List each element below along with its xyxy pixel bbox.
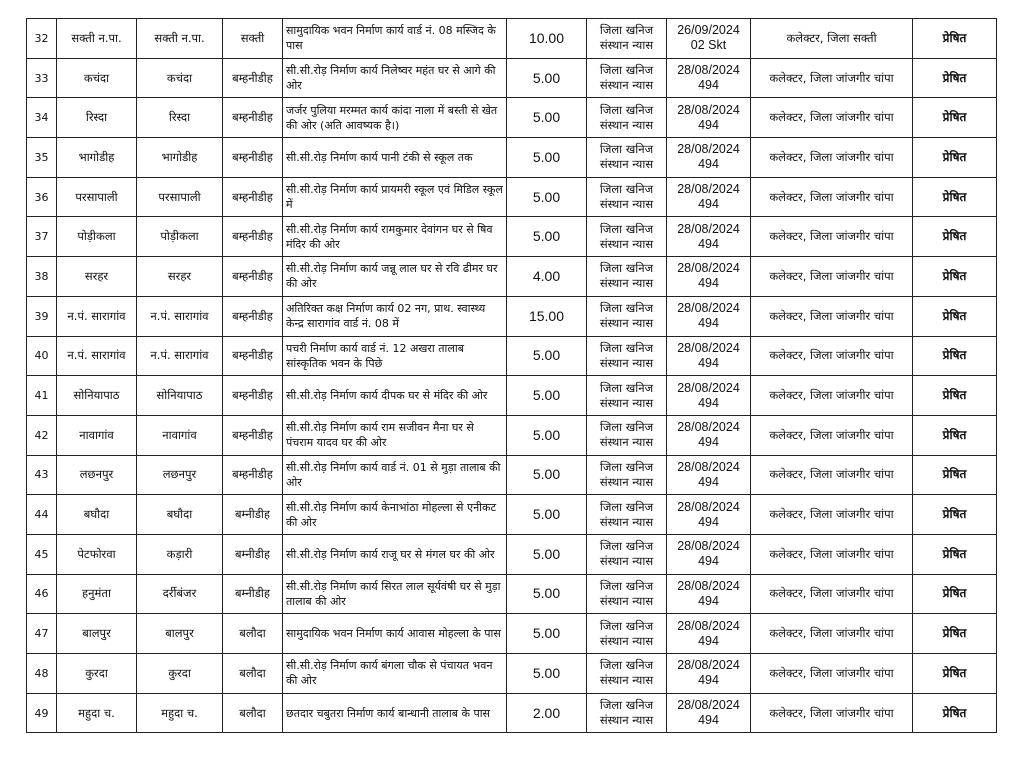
sanction-date-cell: [667, 296, 751, 336]
status-cell: प्रेषित: [913, 376, 997, 416]
status-cell: प्रेषित: [913, 614, 997, 654]
agency-cell: [587, 693, 667, 733]
amount-cell: 5.00: [507, 654, 587, 694]
amount-cell: 5.00: [507, 574, 587, 614]
sanction-date: 28/08/2024: [677, 459, 740, 474]
village-cell: महुदा च.: [57, 693, 137, 733]
work-description-cell: सी.सी.रोड़ निर्माण कार्य वार्ड नं. 01 से मुड़ा तालाब की ओर: [283, 455, 507, 495]
agency-cell: [587, 455, 667, 495]
block-cell: बम्हनीडीह: [223, 138, 283, 178]
work-description-cell: सी.सी.रोड़ निर्माण कार्य प्रायमरी स्कूल एवं मिडिल स्कूल में: [283, 177, 507, 217]
serial-number-cell: 36: [27, 177, 57, 217]
village-cell: सरहर: [57, 257, 137, 297]
sanction-date-cell: [667, 217, 751, 257]
table-row: [27, 574, 997, 614]
work-description-cell: सी.सी.रोड़ निर्माण कार्य राम सजीवन मैना घर से पंचराम यादव घर की ओर: [283, 415, 507, 455]
sanction-date: 28/08/2024: [677, 578, 740, 593]
authority-cell: कलेक्टर, जिला जांजगीर चांपा: [751, 336, 913, 376]
village-cell: भागोडीह: [57, 138, 137, 178]
village-cell: पोड़ीकला: [57, 217, 137, 257]
agency-line-1: जिला खनिज: [599, 340, 654, 355]
table-row: [27, 19, 997, 59]
order-number: 494: [698, 514, 719, 529]
status-cell: प्रेषित: [913, 693, 997, 733]
work-description-cell: सामुदायिक भवन निर्माण कार्य वार्ड नं. 08 मस्जिद के पास: [283, 19, 507, 59]
work-description-cell: सी.सी.रोड़ निर्माण कार्य जन्नू लाल घर से रवि ढीमर घर की ओर: [283, 257, 507, 297]
table-row: [27, 654, 997, 694]
status-cell: प्रेषित: [913, 257, 997, 297]
sanction-date-cell: [667, 257, 751, 297]
agency-line-2: संस्थान न्यास: [599, 435, 654, 450]
sanction-date-cell: [667, 98, 751, 138]
amount-cell: 5.00: [507, 534, 587, 574]
authority-cell: कलेक्टर, जिला जांजगीर चांपा: [751, 654, 913, 694]
table-row: [27, 296, 997, 336]
amount-cell: 5.00: [507, 217, 587, 257]
agency-line-1: जिला खनिज: [599, 23, 654, 38]
order-number: 494: [698, 395, 719, 410]
authority-cell: कलेक्टर, जिला जांजगीर चांपा: [751, 138, 913, 178]
agency-cell: [587, 257, 667, 297]
block-cell: बम्हनीडीह: [223, 98, 283, 138]
agency-line-2: संस्थान न्यास: [599, 38, 654, 53]
table-row: [27, 614, 997, 654]
sanction-date: 28/08/2024: [677, 499, 740, 514]
serial-number-cell: 41: [27, 376, 57, 416]
authority-cell: कलेक्टर, जिला जांजगीर चांपा: [751, 376, 913, 416]
sanction-date: 28/08/2024: [677, 340, 740, 355]
work-description-cell: जर्जर पुलिया मरम्मत कार्य कांदा नाला में बस्ती से खेत की ओर (अति आवष्यक है।): [283, 98, 507, 138]
agency-line-1: जिला खनिज: [599, 380, 654, 395]
order-number: 494: [698, 673, 719, 688]
status-cell: प्रेषित: [913, 336, 997, 376]
panchayat-cell: नावागांव: [137, 415, 223, 455]
works-table: [26, 18, 997, 733]
village-cell: नावागांव: [57, 415, 137, 455]
serial-number-cell: 39: [27, 296, 57, 336]
block-cell: बम्हनीडीह: [223, 376, 283, 416]
block-cell: बलौदा: [223, 654, 283, 694]
sanction-date-cell: [667, 455, 751, 495]
agency-line-1: जिला खनिज: [599, 698, 654, 713]
order-number: 494: [698, 117, 719, 132]
sanction-date: 28/08/2024: [677, 618, 740, 633]
agency-cell: [587, 138, 667, 178]
panchayat-cell: परसापाली: [137, 177, 223, 217]
panchayat-cell: रिस्दा: [137, 98, 223, 138]
authority-cell: कलेक्टर, जिला जांजगीर चांपा: [751, 98, 913, 138]
status-cell: प्रेषित: [913, 495, 997, 535]
agency-line-2: संस्थान न्यास: [599, 514, 654, 529]
status-cell: प्रेषित: [913, 177, 997, 217]
amount-cell: 5.00: [507, 376, 587, 416]
table-row: [27, 455, 997, 495]
block-cell: बम्हनीडीह: [223, 415, 283, 455]
amount-cell: 4.00: [507, 257, 587, 297]
sanction-date-cell: [667, 58, 751, 98]
village-cell: सक्ती न.पा.: [57, 19, 137, 59]
order-number: 494: [698, 355, 719, 370]
authority-cell: कलेक्टर, जिला जांजगीर चांपा: [751, 177, 913, 217]
amount-cell: 5.00: [507, 495, 587, 535]
serial-number-cell: 35: [27, 138, 57, 178]
agency-line-2: संस्थान न्यास: [599, 276, 654, 291]
work-description-cell: सी.सी.रोड़ निर्माण कार्य सिरत लाल सूर्यवंषी घर से मुड़ा तालाब की ओर: [283, 574, 507, 614]
panchayat-cell: लछनपुर: [137, 455, 223, 495]
table-row: [27, 138, 997, 178]
block-cell: बम्नीडीह: [223, 495, 283, 535]
order-number: 494: [698, 236, 719, 251]
agency-line-1: जिला खनिज: [599, 301, 654, 316]
works-table-sheet: [26, 18, 996, 733]
agency-line-2: संस्थान न्यास: [599, 395, 654, 410]
agency-cell: [587, 495, 667, 535]
village-cell: न.पं. सारागांव: [57, 296, 137, 336]
agency-line-1: जिला खनिज: [599, 578, 654, 593]
table-row: [27, 177, 997, 217]
block-cell: बम्हनीडीह: [223, 177, 283, 217]
status-cell: प्रेषित: [913, 58, 997, 98]
authority-cell: कलेक्टर, जिला जांजगीर चांपा: [751, 415, 913, 455]
table-row: [27, 217, 997, 257]
order-number: 02 Skt: [690, 38, 727, 53]
sanction-date-cell: [667, 693, 751, 733]
amount-cell: 5.00: [507, 455, 587, 495]
authority-cell: कलेक्टर, जिला जांजगीर चांपा: [751, 693, 913, 733]
table-row: [27, 98, 997, 138]
panchayat-cell: सोनियापाठ: [137, 376, 223, 416]
agency-cell: [587, 376, 667, 416]
agency-line-2: संस्थान न्यास: [599, 157, 654, 172]
amount-cell: 5.00: [507, 415, 587, 455]
serial-number-cell: 48: [27, 654, 57, 694]
sanction-date-cell: [667, 336, 751, 376]
sanction-date: 28/08/2024: [677, 261, 740, 276]
block-cell: बलौदा: [223, 614, 283, 654]
panchayat-cell: न.पं. सारागांव: [137, 296, 223, 336]
serial-number-cell: 42: [27, 415, 57, 455]
village-cell: बघौदा: [57, 495, 137, 535]
agency-line-2: संस्थान न्यास: [599, 474, 654, 489]
amount-cell: 5.00: [507, 98, 587, 138]
amount-cell: 10.00: [507, 19, 587, 59]
status-cell: प्रेषित: [913, 19, 997, 59]
agency-line-1: जिला खनिज: [599, 261, 654, 276]
agency-cell: [587, 58, 667, 98]
agency-cell: [587, 296, 667, 336]
panchayat-cell: सक्ती न.पा.: [137, 19, 223, 59]
work-description-cell: छतदार चबुतरा निर्माण कार्य बान्धानी तालाब के पास: [283, 693, 507, 733]
sanction-date-cell: [667, 376, 751, 416]
serial-number-cell: 38: [27, 257, 57, 297]
village-cell: पेटफोरवा: [57, 534, 137, 574]
authority-cell: कलेक्टर, जिला जांजगीर चांपा: [751, 534, 913, 574]
agency-line-2: संस्थान न्यास: [599, 633, 654, 648]
village-cell: कचंदा: [57, 58, 137, 98]
table-row: [27, 376, 997, 416]
serial-number-cell: 49: [27, 693, 57, 733]
village-cell: लछनपुर: [57, 455, 137, 495]
sanction-date: 28/08/2024: [677, 539, 740, 554]
agency-cell: [587, 336, 667, 376]
block-cell: बम्हनीडीह: [223, 217, 283, 257]
agency-line-2: संस्थान न्यास: [599, 593, 654, 608]
agency-cell: [587, 217, 667, 257]
order-number: 494: [698, 78, 719, 93]
agency-cell: [587, 534, 667, 574]
authority-cell: कलेक्टर, जिला जांजगीर चांपा: [751, 296, 913, 336]
amount-cell: 15.00: [507, 296, 587, 336]
order-number: 494: [698, 713, 719, 728]
status-cell: प्रेषित: [913, 654, 997, 694]
sanction-date: 28/08/2024: [677, 698, 740, 713]
table-row: [27, 495, 997, 535]
work-description-cell: पचरी निर्माण कार्य वार्ड नं. 12 अखरा तालाब सांस्कृतिक भवन के पिछे: [283, 336, 507, 376]
amount-cell: 5.00: [507, 614, 587, 654]
status-cell: प्रेषित: [913, 415, 997, 455]
sanction-date-cell: [667, 614, 751, 654]
village-cell: परसापाली: [57, 177, 137, 217]
status-cell: प्रेषित: [913, 138, 997, 178]
serial-number-cell: 37: [27, 217, 57, 257]
work-description-cell: सी.सी.रोड़ निर्माण कार्य केनाभांठा मोहल्ला से एनीकट की ओर: [283, 495, 507, 535]
agency-line-2: संस्थान न्यास: [599, 554, 654, 569]
panchayat-cell: महुदा च.: [137, 693, 223, 733]
sanction-date: 28/08/2024: [677, 420, 740, 435]
agency-line-1: जिला खनिज: [599, 499, 654, 514]
sanction-date: 28/08/2024: [677, 658, 740, 673]
order-number: 494: [698, 554, 719, 569]
sanction-date: 28/08/2024: [677, 221, 740, 236]
panchayat-cell: भागोडीह: [137, 138, 223, 178]
order-number: 494: [698, 316, 719, 331]
sanction-date-cell: [667, 19, 751, 59]
agency-line-1: जिला खनिज: [599, 420, 654, 435]
authority-cell: कलेक्टर, जिला जांजगीर चांपा: [751, 614, 913, 654]
authority-cell: कलेक्टर, जिला जांजगीर चांपा: [751, 217, 913, 257]
work-description-cell: सी.सी.रोड़ निर्माण कार्य पानी टंकी से स्कूल तक: [283, 138, 507, 178]
sanction-date-cell: [667, 138, 751, 178]
agency-line-2: संस्थान न्यास: [599, 713, 654, 728]
serial-number-cell: 43: [27, 455, 57, 495]
table-body: [27, 19, 997, 733]
table-row: [27, 257, 997, 297]
sanction-date: 28/08/2024: [677, 380, 740, 395]
status-cell: प्रेषित: [913, 217, 997, 257]
village-cell: रिस्दा: [57, 98, 137, 138]
agency-line-2: संस्थान न्यास: [599, 78, 654, 93]
block-cell: बम्हनीडीह: [223, 296, 283, 336]
authority-cell: कलेक्टर, जिला जांजगीर चांपा: [751, 257, 913, 297]
panchayat-cell: न.पं. सारागांव: [137, 336, 223, 376]
agency-cell: [587, 574, 667, 614]
order-number: 494: [698, 197, 719, 212]
work-description-cell: सी.सी.रोड़ निर्माण कार्य राजू घर से मंगल घर की ओर: [283, 534, 507, 574]
table-row: [27, 336, 997, 376]
authority-cell: कलेक्टर, जिला जांजगीर चांपा: [751, 574, 913, 614]
authority-cell: कलेक्टर, जिला जांजगीर चांपा: [751, 495, 913, 535]
agency-line-2: संस्थान न्यास: [599, 355, 654, 370]
block-cell: बम्हनीडीह: [223, 257, 283, 297]
agency-line-1: जिला खनिज: [599, 63, 654, 78]
panchayat-cell: पोड़ीकला: [137, 217, 223, 257]
panchayat-cell: कचंदा: [137, 58, 223, 98]
serial-number-cell: 40: [27, 336, 57, 376]
order-number: 494: [698, 474, 719, 489]
amount-cell: 5.00: [507, 58, 587, 98]
agency-cell: [587, 177, 667, 217]
agency-line-1: जिला खनिज: [599, 102, 654, 117]
agency-cell: [587, 19, 667, 59]
agency-line-1: जिला खनिज: [599, 221, 654, 236]
block-cell: बम्हनीडीह: [223, 336, 283, 376]
agency-line-1: जिला खनिज: [599, 658, 654, 673]
agency-line-1: जिला खनिज: [599, 539, 654, 554]
sanction-date-cell: [667, 534, 751, 574]
serial-number-cell: 44: [27, 495, 57, 535]
block-cell: बम्नीडीह: [223, 574, 283, 614]
panchayat-cell: कड़ारी: [137, 534, 223, 574]
village-cell: बालपुर: [57, 614, 137, 654]
agency-line-1: जिला खनिज: [599, 618, 654, 633]
village-cell: हनुमंता: [57, 574, 137, 614]
authority-cell: कलेक्टर, जिला जांजगीर चांपा: [751, 455, 913, 495]
village-cell: सोनियापाठ: [57, 376, 137, 416]
agency-line-1: जिला खनिज: [599, 182, 654, 197]
work-description-cell: सी.सी.रोड़ निर्माण कार्य बंगला चौक से पंचायत भवन की ओर: [283, 654, 507, 694]
block-cell: बम्हनीडीह: [223, 58, 283, 98]
order-number: 494: [698, 633, 719, 648]
sanction-date: 28/08/2024: [677, 63, 740, 78]
sanction-date: 28/08/2024: [677, 102, 740, 117]
amount-cell: 5.00: [507, 138, 587, 178]
agency-line-1: जिला खनिज: [599, 142, 654, 157]
work-description-cell: सी.सी.रोड़ निर्माण कार्य निलेष्वर महंत घर से आगे की ओर: [283, 58, 507, 98]
serial-number-cell: 47: [27, 614, 57, 654]
table-row: [27, 58, 997, 98]
table-row: [27, 415, 997, 455]
agency-line-2: संस्थान न्यास: [599, 236, 654, 251]
agency-cell: [587, 654, 667, 694]
work-description-cell: सी.सी.रोड़ निर्माण कार्य दीपक घर से मंदिर की ओर: [283, 376, 507, 416]
panchayat-cell: सरहर: [137, 257, 223, 297]
block-cell: बम्नीडीह: [223, 534, 283, 574]
block-cell: बम्हनीडीह: [223, 455, 283, 495]
panchayat-cell: कुरदा: [137, 654, 223, 694]
work-description-cell: सी.सी.रोड़ निर्माण कार्य रामकुमार देवांगन घर से षिव मंदिर की ओर: [283, 217, 507, 257]
sanction-date-cell: [667, 177, 751, 217]
status-cell: प्रेषित: [913, 296, 997, 336]
amount-cell: 5.00: [507, 336, 587, 376]
agency-line-2: संस्थान न्यास: [599, 117, 654, 132]
work-description-cell: अतिरिक्त कक्ष निर्माण कार्य 02 नग, प्राथ. स्वास्थ्य केन्द्र सारागांव वार्ड नं. 08 में: [283, 296, 507, 336]
agency-line-2: संस्थान न्यास: [599, 316, 654, 331]
authority-cell: कलेक्टर, जिला सक्ती: [751, 19, 913, 59]
amount-cell: 5.00: [507, 177, 587, 217]
serial-number-cell: 32: [27, 19, 57, 59]
order-number: 494: [698, 435, 719, 450]
village-cell: न.पं. सारागांव: [57, 336, 137, 376]
serial-number-cell: 45: [27, 534, 57, 574]
status-cell: प्रेषित: [913, 98, 997, 138]
serial-number-cell: 34: [27, 98, 57, 138]
serial-number-cell: 33: [27, 58, 57, 98]
order-number: 494: [698, 593, 719, 608]
sanction-date-cell: [667, 574, 751, 614]
sanction-date-cell: [667, 654, 751, 694]
status-cell: प्रेषित: [913, 534, 997, 574]
panchayat-cell: बालपुर: [137, 614, 223, 654]
order-number: 494: [698, 276, 719, 291]
sanction-date-cell: [667, 495, 751, 535]
panchayat-cell: दर्रीबंजर: [137, 574, 223, 614]
sanction-date: 28/08/2024: [677, 301, 740, 316]
agency-line-2: संस्थान न्यास: [599, 673, 654, 688]
order-number: 494: [698, 157, 719, 172]
amount-cell: 2.00: [507, 693, 587, 733]
agency-line-1: जिला खनिज: [599, 459, 654, 474]
agency-cell: [587, 98, 667, 138]
sanction-date: 26/09/2024: [677, 23, 740, 38]
panchayat-cell: बघौदा: [137, 495, 223, 535]
work-description-cell: सामुदायिक भवन निर्माण कार्य आवास मोहल्ला के पास: [283, 614, 507, 654]
sanction-date: 28/08/2024: [677, 182, 740, 197]
agency-cell: [587, 614, 667, 654]
sanction-date: 28/08/2024: [677, 142, 740, 157]
agency-cell: [587, 415, 667, 455]
status-cell: प्रेषित: [913, 455, 997, 495]
village-cell: कुरदा: [57, 654, 137, 694]
sanction-date-cell: [667, 415, 751, 455]
block-cell: सक्ती: [223, 19, 283, 59]
block-cell: बलौदा: [223, 693, 283, 733]
authority-cell: कलेक्टर, जिला जांजगीर चांपा: [751, 58, 913, 98]
agency-line-2: संस्थान न्यास: [599, 197, 654, 212]
serial-number-cell: 46: [27, 574, 57, 614]
table-row: [27, 534, 997, 574]
status-cell: प्रेषित: [913, 574, 997, 614]
table-row: [27, 693, 997, 733]
